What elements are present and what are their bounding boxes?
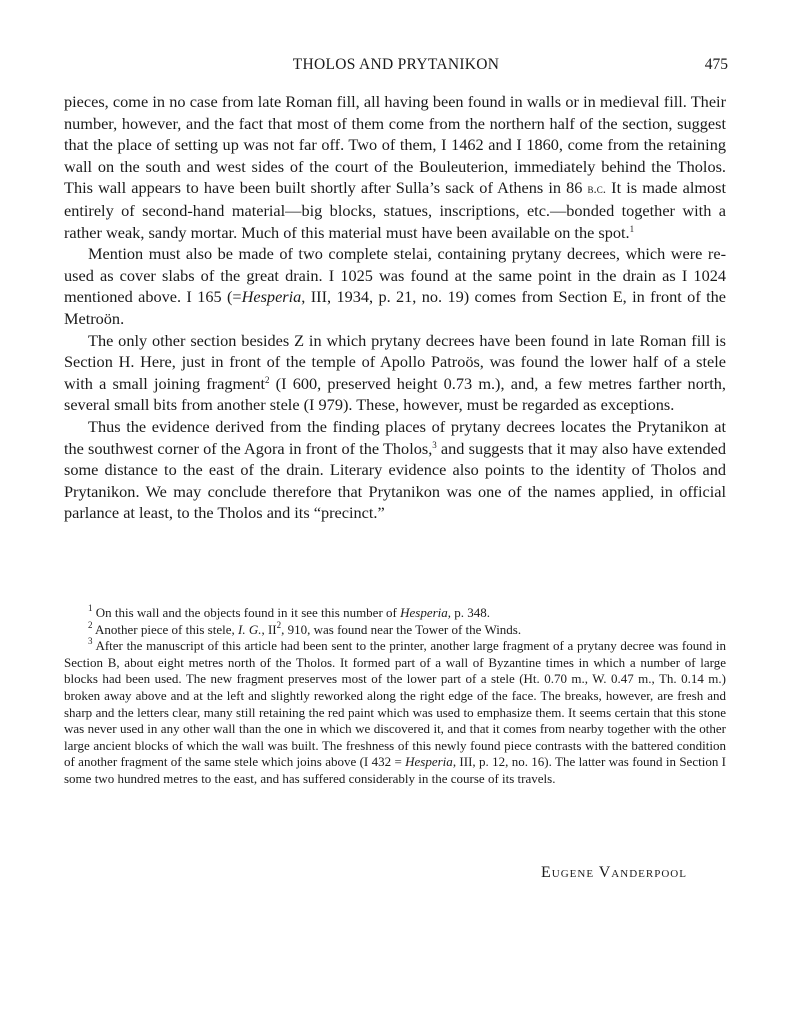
paragraph-3-text-a: The only other section besides Ζ in which prytany decrees have been found in late Roman fill is Section Η. Here, just in front of the temple of Apollo Patroös, was found the lower half of a stele with a small joining fragment [64,330,726,393]
footnote-1-text-b: p. 348. [451,605,491,620]
page-header [64,56,728,78]
paragraph-4 [64,416,726,524]
author-signature: Eugene Vanderpool [541,864,687,881]
paragraph-2-text-a: Mention must also be made of two complete stelai, containing prytany decrees, which were re-used as cover slabs of the great drain. I 1025 was found at the same point in the drain as I 1024 mentioned above. I 165 (= [64,244,726,307]
journal-title: Hesperia [241,287,302,307]
footnote-2 [64,619,726,639]
body-text [64,91,726,524]
footnotes [64,605,726,788]
paragraph-3 [64,330,726,416]
paragraph-4-text-b: and suggests that it may also have extended some distance to the east of the drain. Literary evidence also points to the identity of Tholos and Prytanikon. We may conclude therefore that Prytanikon was one of the names applied, in official parlance at least, to the Tholos and its “precinct.” [64,438,726,523]
footnote-3-text-a: After the manuscript of this article had been sent to the printer, another large fragment of a prytany decree was found in Section Β, about eight metres north of the Tholos. It formed part of a wall of Byzantine times in which a number of large blocks had been used. The new fragment preserves most of the lower part of a stele (Ht. 0.70 m., W. 0.47 m., Th. 0.14 m.) broken away above and at the left and slightly reworked along the right edge of the face. The breaks, however, are fresh and sharp and the letters clear, many still retaining the red paint which was used to emphasize them. It seems certain that this stone was never used in any other wall than the one in which we discovered it, and that it comes from nearby together with the other large ancient blocks of which the wall was built. The freshness of this newly found piece contrasts with the battered condition of another fragment of the same stele which joins above (I 432 = [64,638,726,770]
page-number: 475 [704,56,728,73]
footnote-2-number: 2 [88,619,93,630]
footnote-ref-1: 1 [629,223,635,234]
footnote-2-text-c: , 910, was found near the Tower of the Winds. [281,621,522,637]
paragraph-2-text-b: , III, 1934, p. 21, no. 19) comes from Section Ε, in front of the Metroön. [64,287,727,328]
paragraph-3-text-b: (I 600, preserved height 0.73 m.), and, a few metres farther north, several small bits from another stele (I 979). These, however, must be regarded as exceptions. [64,373,726,415]
paragraph-1 [64,91,726,243]
footnote-1-text-a: On this wall and the objects found in it see this number of [92,605,401,620]
bc-abbreviation: b.c. [587,181,607,197]
footnote-3-text-b: , III, p. 12, no. 16). The latter was found in Section Ι some two hundred metres to the east, and has suffered considerably in the course of its travels. [64,754,727,786]
footnote-3-number: 3 [88,636,93,647]
footnote-ref-3: 3 [432,439,437,450]
footnote-2-ig: I. G. [238,621,262,637]
paragraph-1-text-a: pieces, come in no case from late Roman fill, all having been found in walls or in medieval fill. Their number, however, and the fact that most of them come from the northern half of the section, suggest that the place of setting up was not far off. Two of them, I 1462 and I 1860, come from the retaining wall on the south and west sides of the court of the Bouleuterion, immediately behind the Tholos. This wall appears to have been built shortly after Sulla’s sack of Athens in 86 [64,92,726,198]
footnote-ref-2: 2 [265,374,270,385]
footnote-3-journal: Hesperia [405,754,453,770]
footnote-2-text-a: Another piece of this stele, [92,621,238,637]
footnote-1-journal: Hesperia, [400,605,452,620]
footnote-2-superscript: 2 [276,619,282,630]
footnote-1-number: 1 [88,603,93,613]
paragraph-2 [64,243,726,329]
paragraph-1-text-b: It is made almost entirely of second-hand material—big blocks, statues, inscriptions, etc.—bonded together with a rather weak, sandy mortar. Much of this material must have been available on the spot. [64,178,727,242]
footnote-2-text-b: , II [261,621,277,637]
footnote-3 [64,638,726,787]
running-title: THOLOS AND PRYTANIKON [292,56,500,73]
paragraph-4-text-a: Thus the evidence derived from the finding places of prytany decrees locates the Prytanikon at the southwest corner of the Agora in front of the Tholos, [64,416,726,458]
footnote-1 [64,605,726,622]
